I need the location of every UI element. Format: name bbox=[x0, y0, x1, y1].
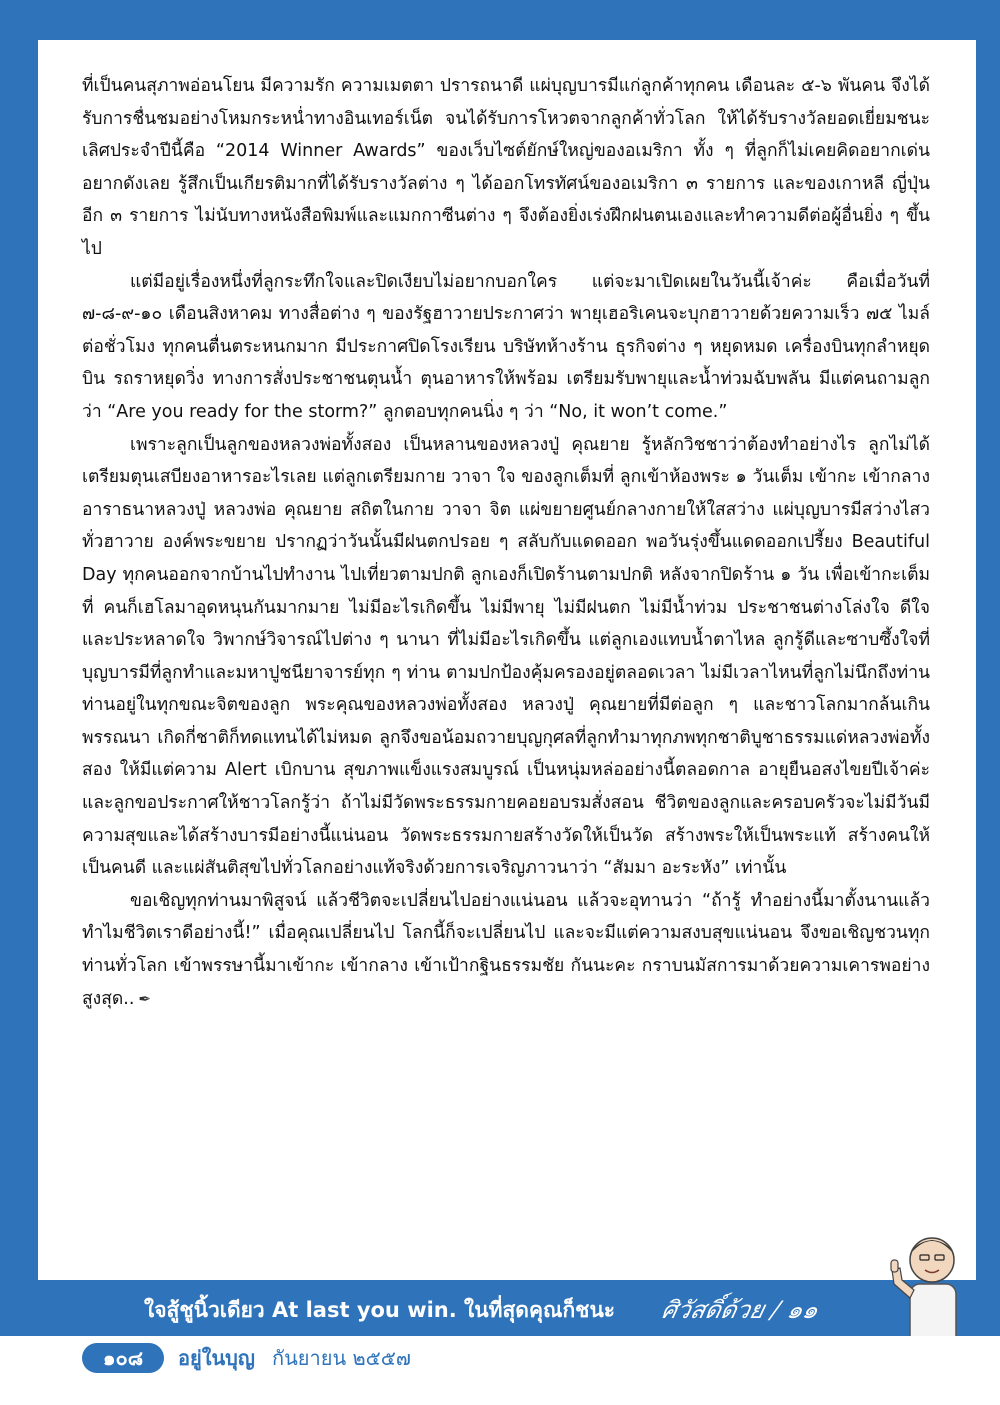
article-body bbox=[82, 70, 930, 1015]
end-mark-icon: ✒ bbox=[138, 989, 151, 1008]
article-page bbox=[38, 40, 976, 1280]
page-number: ๑๐๘ bbox=[82, 1343, 164, 1373]
article-paragraph-1: ที่เป็นคนสุภาพอ่อนโยน มีความรัก ความเมตตา ปรารถนาดี แผ่บุญบารมีแก่ลูกค้าทุกคน เดือนละ ๕-๖ พันคน จึงได้รับการชื่นชมอย่างโหมกระหน่ำทางอินเทอร์เน็ต จนได้รับการโหวตจากลูกค้าทั่วโลก ให้ได้รับรางวัลยอดเยี่ยมชนะเลิศประจำปีนี้คือ “2014 Winner Awards” ของเว็บไซต์ยักษ์ใหญ่ของอเมริกา ทั้ง ๆ ที่ลูกก็ไม่เคยคิดอยากเด่นอยากดังเลย รู้สึกเป็นเกียรติมากที่ได้รับรางวัลต่าง ๆ ได้ออกโทรทัศน์ของอเมริกา ๓ รายการ และของเกาหลี ญี่ปุ่น อีก ๓ รายการ ไม่นับทางหนังสือพิมพ์และแมกกาซีนต่าง ๆ จึงต้องยิ่งเร่งฝึกฝนตนเองและทำความดีต่อผู้อื่นยิ่ง ๆ ขึ้นไป bbox=[82, 76, 930, 259]
banner-slogan: ใจสู้ชูนิ้วเดียว At last you win. ในที่สุดคุณก็ชนะ bbox=[144, 1298, 616, 1322]
article-paragraph-3: เพราะลูกเป็นลูกของหลวงพ่อทั้งสอง เป็นหลานของหลวงปู่ คุณยาย รู้หลักวิชชาว่าต้องทำอย่างไร ลูกไม่ได้เตรียมตุนเสบียงอาหารอะไรเลย แต่ลูกเตรียมกาย วาจา ใจ ของลูกเต็มที่ ลูกเข้าห้องพระ ๑ วันเต็ม เข้ากะ เข้ากลาง อาราธนาหลวงปู่ หลวงพ่อ คุณยาย สถิตในกาย วาจา จิต แผ่ขยายศูนย์กลางกายให้ใสสว่าง แผ่บุญบารมีสว่างไสวทั่วฮาวาย องค์พระขยาย ปรากฏว่าวันนั้นมีฝนตกปรอย ๆ สลับกับแดดออก พอวันรุ่งขึ้นแดดออกเปรี้ยง Beautiful Day ทุกคนออกจากบ้านไปทำงาน ไปเที่ยวตามปกติ ลูกเองก็เปิดร้านตามปกติ หลังจากปิดร้าน ๑ วัน เพื่อเข้ากะเต็มที่ คนก็เฮโลมาอุดหนุนกันมากมาย ไม่มีอะไรเกิดขึ้น ไม่มีพายุ ไม่มีฝนตก ไม่มีน้ำท่วม ประชาชนต่างโล่งใจ ดีใจ และประหลาดใจ วิพากษ์วิจารณ์ไปต่าง ๆ นานา ที่ไม่มีอะไรเกิดขึ้น แต่ลูกเองแทบน้ำตาไหล ลูกรู้ดีและซาบซึ้งใจที่บุญบารมีที่ลูกทำและมหาปูชนียาจารย์ทุก ๆ ท่าน ตามปกป้องคุ้มครองอยู่ตลอดเวลา ไม่มีเวลาไหนที่ลูกไม่นึกถึงท่าน ท่านอยู่ในทุกขณะจิตของลูก พระคุณของหลวงพ่อทั้งสอง หลวงปู่ คุณยายที่มีต่อลูก ๆ และชาวโลกมากล้นเกินพรรณนา เกิดกี่ชาติก็ทดแทนได้ไม่หมด ลูกจึงขอน้อมถวายบุญกุศลที่ลูกทำมาทุกภพทุกชาติบูชาธรรมแด่หลวงพ่อทั้งสอง ให้มีแต่ความ Alert เบิกบาน สุขภาพแข็งแรงสมบูรณ์ เป็นหนุ่มหล่ออย่างนี้ตลอดกาล อายุยืนอสงไขยปีเจ้าค่ะ และลูกขอประกาศให้ชาวโลกรู้ว่า ถ้าไม่มีวัดพระธรรมกายคอยอบรมสั่งสอน ชีวิตของลูกและครอบครัวจะไม่มีวันมีความสุขและได้สร้างบารมีอย่างนี้แน่นอน วัดพระธรรมกายสร้างวัดให้เป็นวัด สร้างพระให้เป็นพระแท้ สร้างคนให้เป็นคนดี และแผ่สันติสุขไปทั่วโลกอย่างแท้จริงด้วยการเจริญภาวนาว่า “สัมมา อะระหัง” เท่านั้น bbox=[82, 434, 930, 879]
article-paragraph-4-text: ขอเชิญทุกท่านมาพิสูจน์ แล้วชีวิตจะเปลี่ยนไปอย่างแน่นอน แล้วจะอุทานว่า “ถ้ารู้ ทำอย่างนี้มาตั้งนานแล้ว ทำไมชีวิตเราดีอย่างนี้!” เมื่อคุณเปลี่ยนไป โลกนี้ก็จะเปลี่ยนไป และจะมีแต่ความสงบสุขแน่นอน จึงขอเชิญชวนทุกท่านทั่วโลก เข้าพรรษานี้มาเข้ากะ เข้ากลาง เข้าเป้ากฐินธรรมชัย กันนะคะ กราบนมัสการมาด้วยความเคารพอย่างสูงสุด.. bbox=[82, 890, 930, 1009]
author-signature: ศิวัสดิ์ด้วย / ๑๑ bbox=[659, 1296, 821, 1324]
publication-name: อยู่ในบุญ bbox=[178, 1346, 255, 1370]
article-paragraph-4 bbox=[82, 885, 930, 1015]
article-paragraph-2: แต่มีอยู่เรื่องหนึ่งที่ลูกระทึกใจและปิดเงียบไม่อยากบอกใคร แต่จะมาเปิดเผยในวันนี้เจ้าค่ะ คือเมื่อวันที่ ๗-๘-๙-๑๐ เดือนสิงหาคม ทางสื่อต่าง ๆ ของรัฐฮาวายประกาศว่า พายุเฮอริเคนจะบุกฮาวายด้วยความเร็ว ๗๕ ไมล์ต่อชั่วโมง ทุกคนตื่นตระหนกมาก มีประกาศปิดโรงเรียน บริษัทห้างร้าน ธุรกิจต่าง ๆ หยุดหมด เครื่องบินทุกลำหยุดบิน รถราหยุดวิ่ง ทางการสั่งประชาชนตุนน้ำ ตุนอาหารให้พร้อม เตรียมรับพายุและน้ำท่วมฉับพลัน มีแต่คนถามลูกว่า “Are you ready for the storm?” ลูกตอบทุกคนนิ่ง ๆ ว่า “No, it won’t come.” bbox=[82, 271, 930, 422]
issue-date: กันยายน ๒๕๕๗ bbox=[272, 1346, 411, 1370]
